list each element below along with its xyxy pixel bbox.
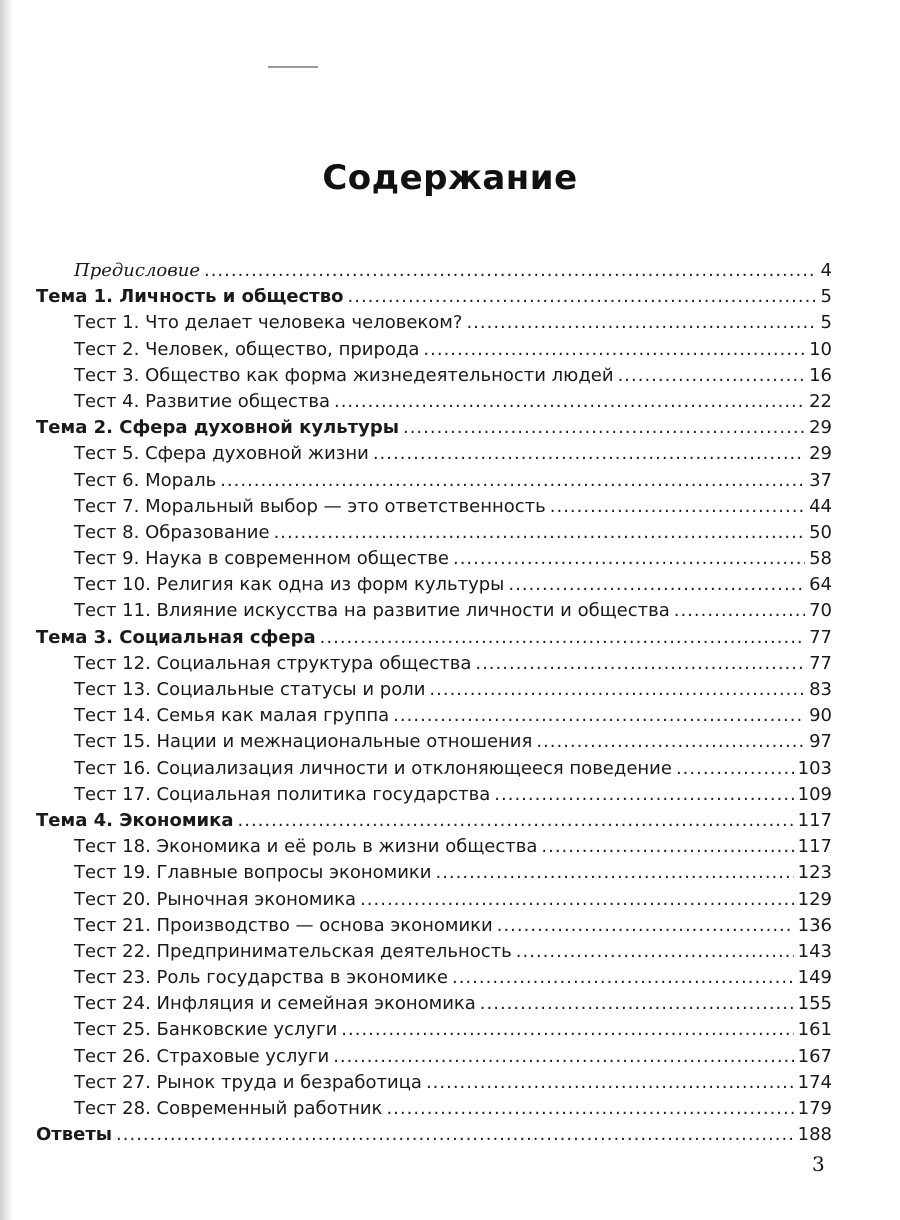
- toc-entry-page: 44: [809, 495, 832, 517]
- toc-dot-leader: [466, 310, 816, 336]
- toc-entry-row: [36, 258, 832, 284]
- toc-entry-title: Тест 7. Моральный выбор — это ответственность: [74, 495, 546, 517]
- toc-dot-leader: [348, 284, 817, 310]
- toc-entry-row: [36, 651, 832, 677]
- toc-entry-title: Тест 15. Нации и межнациональные отношения: [74, 731, 533, 753]
- toc-entry-row: [36, 887, 832, 913]
- toc-dot-leader: [360, 887, 794, 913]
- toc-section-row: [36, 625, 832, 651]
- toc-dot-leader: [238, 808, 794, 834]
- toc-entry-title: Тест 8. Образование: [74, 521, 270, 543]
- toc-entry-title: Тема 2. Сфера духовной культуры: [36, 417, 399, 439]
- toc-dot-leader: [386, 1096, 793, 1122]
- toc-entry-page: 143: [797, 940, 832, 962]
- toc-entry-row: [36, 991, 832, 1017]
- toc-dot-leader: [508, 572, 805, 598]
- toc-entry-title: Предисловие: [74, 260, 200, 281]
- toc-entry-title: Тест 5. Сфера духовной жизни: [74, 443, 369, 465]
- toc-entry-row: [36, 310, 832, 336]
- toc-entry-title: Тест 19. Главные вопросы экономики: [74, 862, 432, 884]
- toc-entry-title: Тест 28. Современный работник: [74, 1098, 383, 1119]
- toc-entry-title: Ответы: [36, 1124, 113, 1146]
- toc-entry-page: 174: [797, 1071, 832, 1093]
- toc-dot-leader: [334, 389, 805, 415]
- toc-dot-leader: [373, 441, 805, 467]
- toc-entry-title: Тест 20. Рыночная экономика: [74, 888, 357, 910]
- toc-entry-title: Тест 18. Экономика и её роль в жизни общества: [74, 836, 538, 858]
- toc-entry-row: [36, 834, 832, 860]
- toc-entry-title: Тест 14. Семья как малая группа: [74, 705, 390, 727]
- toc-dot-leader: [452, 965, 794, 991]
- toc-entry-page: 5: [820, 286, 832, 308]
- toc-dot-leader: [403, 415, 805, 441]
- toc-entry-row: [36, 703, 832, 729]
- print-mark: [268, 66, 318, 68]
- toc-entry-row: [36, 520, 832, 546]
- toc-entry-title: Тест 23. Роль государства в экономике: [74, 967, 448, 989]
- toc-entry-title: Тест 1. Что делает человека человеком?: [74, 312, 463, 334]
- toc-entry-page: 58: [809, 548, 832, 570]
- toc-entry-title: Тест 27. Рынок труда и безработица: [74, 1071, 422, 1093]
- toc-dot-leader: [453, 546, 805, 572]
- toc-entry-page: 129: [797, 888, 832, 910]
- toc-section-row: [36, 415, 832, 441]
- toc-dot-leader: [204, 258, 817, 284]
- toc-entry-page: 50: [809, 521, 832, 543]
- toc-entry-page: 29: [809, 443, 832, 465]
- toc-dot-leader: [116, 1122, 794, 1148]
- toc-entry-page: 117: [797, 809, 832, 831]
- toc-entry-title: Тест 24. Инфляция и семейная экономика: [74, 993, 476, 1015]
- toc-entry-row: [36, 860, 832, 886]
- toc-dot-leader: [426, 1070, 794, 1096]
- toc-entry-row: [36, 363, 832, 389]
- toc-entry-title: Тест 21. Производство — основа экономики: [74, 914, 493, 936]
- toc-entry-title: Тест 9. Наука в современном обществе: [74, 548, 449, 570]
- toc-dot-leader: [550, 494, 805, 520]
- toc-entry-page: 167: [797, 1045, 832, 1067]
- toc-entry-title: Тест 13. Социальные статусы и роли: [74, 679, 426, 700]
- toc-entry-page: 123: [797, 862, 832, 884]
- toc-entry-page: 149: [797, 967, 832, 989]
- toc-entry-row: [36, 494, 832, 520]
- toc-entry-page: 97: [809, 731, 832, 753]
- toc-entry-title: Тест 22. Предпринимательская деятельность: [74, 940, 512, 962]
- toc-entry-page: 188: [797, 1124, 832, 1146]
- toc-dot-leader: [435, 860, 793, 886]
- toc-entry-page: 77: [809, 652, 832, 674]
- toc-dot-leader: [536, 729, 805, 755]
- toc-entry-row: [36, 1017, 832, 1043]
- toc-entry-title: Тест 25. Банковские услуги: [74, 1019, 338, 1041]
- toc-dot-leader: [618, 363, 806, 389]
- toc-entry-title: Тест 2. Человек, общество, природа: [74, 338, 420, 360]
- toc-entry-page: 117: [797, 836, 832, 858]
- toc-entry-page: 77: [809, 626, 832, 648]
- toc-dot-leader: [393, 703, 805, 729]
- toc-dot-leader: [333, 1044, 793, 1070]
- toc-entry-page: 4: [820, 260, 832, 281]
- toc-entry-row: [36, 756, 832, 782]
- toc-entry-title: Тест 12. Социальная структура общества: [74, 652, 472, 674]
- toc-entry-row: [36, 1096, 832, 1122]
- toc-entry-page: 70: [809, 600, 832, 622]
- toc-dot-leader: [516, 939, 794, 965]
- toc-entry-row: [36, 1070, 832, 1096]
- toc-entry-row: [36, 546, 832, 572]
- toc-entry-title: Тест 10. Религия как одна из форм культуры: [74, 574, 505, 596]
- toc-entry-title: Тест 4. Развитие общества: [74, 390, 330, 412]
- toc-entry-row: [36, 598, 832, 624]
- toc-dot-leader: [494, 782, 793, 808]
- toc-entry-page: 161: [797, 1019, 832, 1041]
- toc-dot-leader: [676, 756, 794, 782]
- toc-dot-leader: [320, 625, 805, 651]
- toc-entry-page: 90: [809, 705, 832, 727]
- toc-entry-title: Тема 3. Социальная сфера: [36, 626, 316, 648]
- toc-dot-leader: [341, 1017, 793, 1043]
- toc-entry-row: [36, 729, 832, 755]
- toc-dot-leader: [541, 834, 793, 860]
- toc-entry-page: 136: [797, 914, 832, 936]
- toc-entry-row: [36, 389, 832, 415]
- toc-entry-page: 29: [809, 417, 832, 439]
- toc-section-row: [36, 284, 832, 310]
- toc-entry-row: [36, 468, 832, 494]
- toc-entry-title: Тест 3. Общество как форма жизнедеятельности людей: [74, 364, 614, 386]
- toc-entry-row: [36, 441, 832, 467]
- toc-entry-row: [36, 572, 832, 598]
- toc-entry-row: [36, 965, 832, 991]
- toc-entry-page: 22: [809, 390, 832, 412]
- toc-entry-title: Тест 6. Мораль: [74, 469, 217, 491]
- toc-entry-page: 64: [809, 574, 832, 596]
- toc-entry-title: Тест 17. Социальная политика государства: [74, 783, 491, 805]
- toc-dot-leader: [220, 468, 805, 494]
- toc-entry-title: Тест 11. Влияние искусства на развитие личности и общества: [74, 600, 670, 622]
- toc-entry-title: Тест 26. Страховые услуги: [74, 1045, 330, 1067]
- toc-entry-title: Тест 16. Социализация личности и отклоняющееся поведение: [74, 757, 672, 779]
- toc-section-row: [36, 808, 832, 834]
- toc-entry-row: [36, 913, 832, 939]
- toc-entry-row: [36, 939, 832, 965]
- toc-dot-leader: [497, 913, 794, 939]
- toc-entry-row: [36, 337, 832, 363]
- toc-dot-leader: [475, 651, 805, 677]
- toc-entry-page: 16: [809, 364, 832, 386]
- toc-entry-title: Тема 4. Экономика: [36, 809, 234, 831]
- toc-dot-leader: [674, 598, 805, 624]
- toc-entry-page: 83: [809, 679, 832, 700]
- toc-section-row: [36, 1122, 832, 1148]
- toc-dot-leader: [480, 991, 794, 1017]
- toc-dot-leader: [429, 677, 805, 703]
- toc-entry-row: [36, 1044, 832, 1070]
- toc-entry-page: 5: [820, 312, 832, 334]
- toc-entry-row: [36, 782, 832, 808]
- toc-dot-leader: [274, 520, 806, 546]
- toc-entry-page: 10: [809, 338, 832, 360]
- page-number: 3: [812, 1152, 825, 1176]
- toc-entry-page: 109: [797, 783, 832, 805]
- toc-entry-page: 179: [797, 1098, 832, 1119]
- toc-entry-page: 37: [809, 469, 832, 491]
- toc-dot-leader: [423, 337, 805, 363]
- page-title: Содержание: [322, 158, 578, 198]
- toc-entry-title: Тема 1. Личность и общество: [36, 286, 344, 308]
- table-of-contents: [36, 258, 832, 1148]
- toc-entry-page: 155: [797, 993, 832, 1015]
- toc-entry-page: 103: [797, 757, 832, 779]
- toc-entry-row: [36, 677, 832, 703]
